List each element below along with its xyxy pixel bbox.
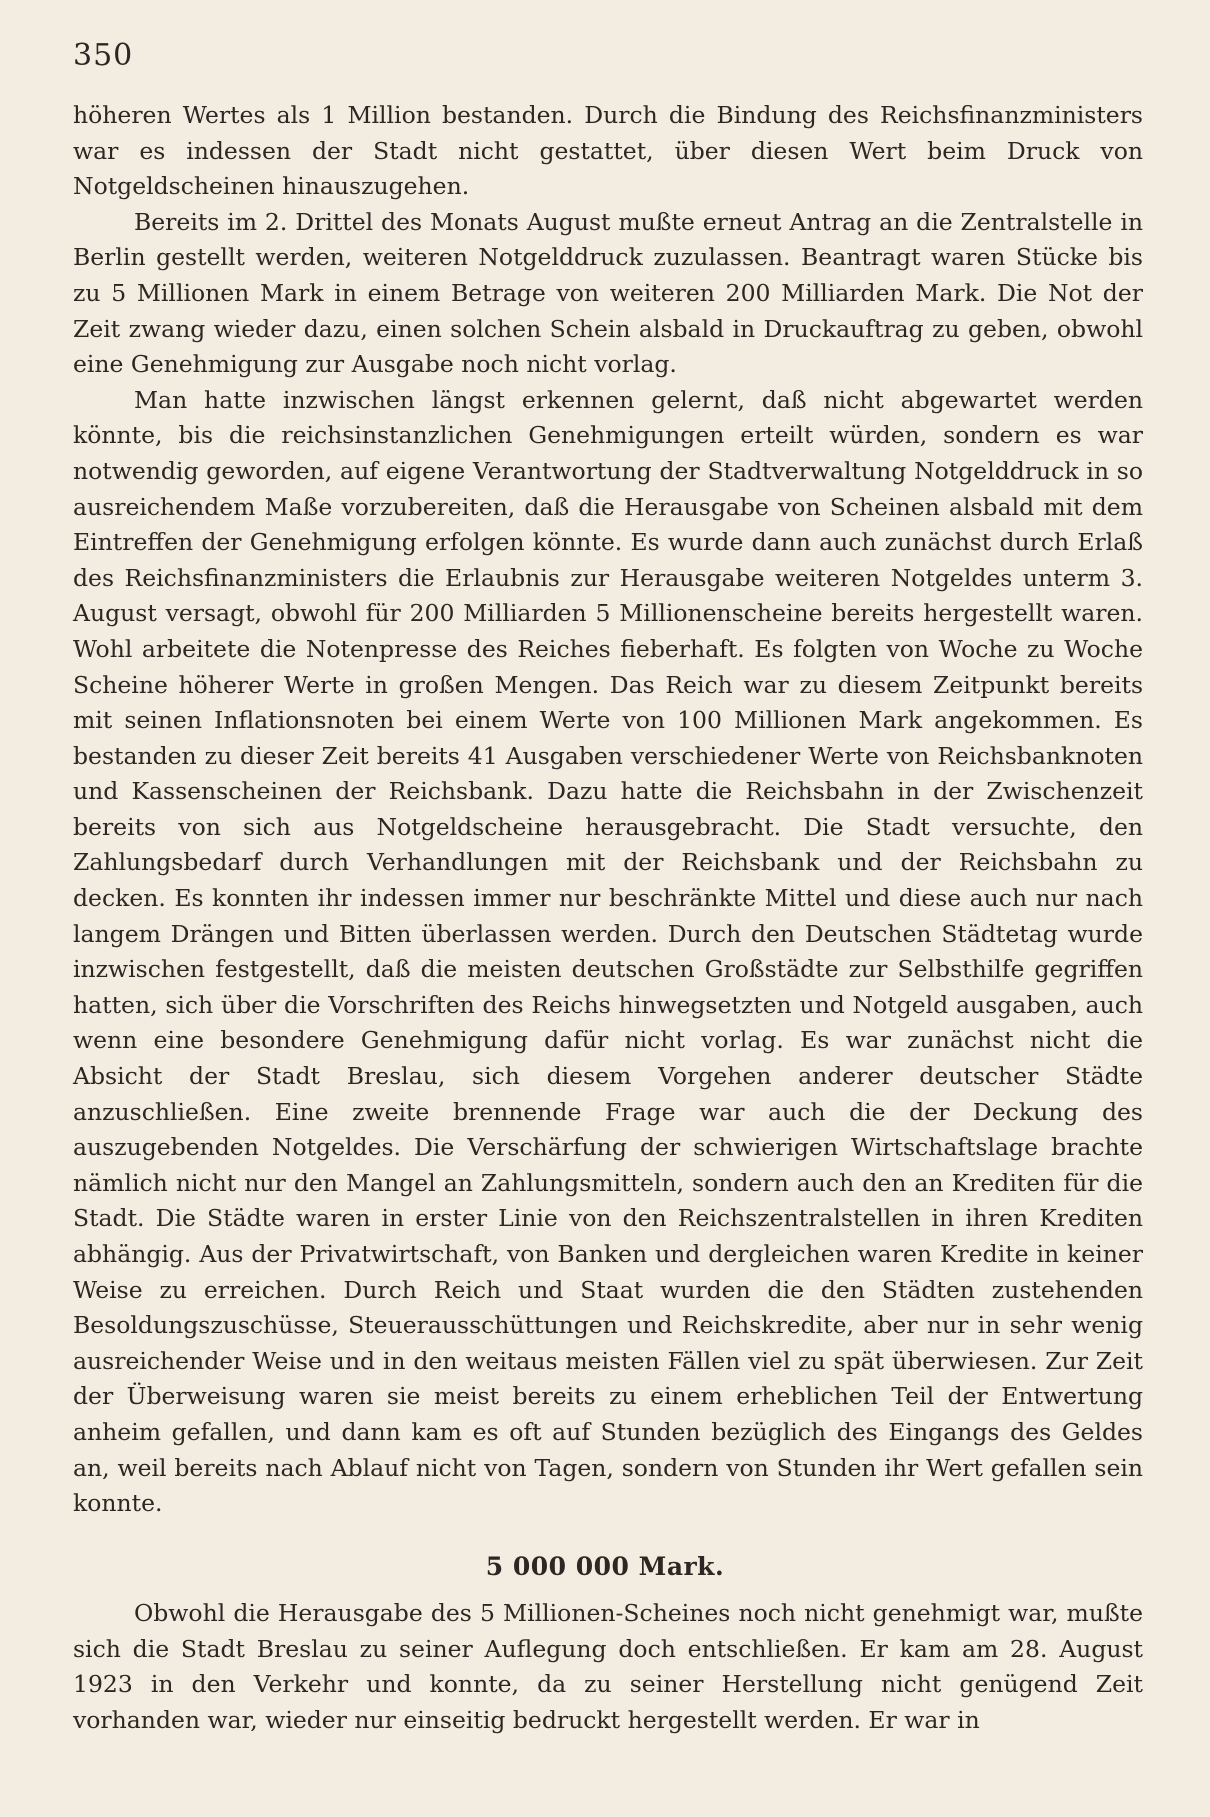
body-text-bottom: [73, 1596, 1143, 1738]
paragraph: Man hatte inzwischen längst erkennen gelernt, daß nicht abgewartet werden könnte, bis die reichsinstanzlichen Genehmigungen erteilt würden, sondern es war notwendig geworden, auf eigene Verantwortung der Stadtverwaltung Notgelddruck in so ausreichendem Maße vorzubereiten, daß die Herausgabe von Scheinen alsbald mit dem Eintreffen der Genehmigung erfolgen könnte. Es wurde dann auch zunächst durch Erlaß des Reichsfinanzministers die Erlaubnis zur Herausgabe weiteren Notgeldes unterm 3. August versagt, obwohl für 200 Milliarden 5 Millionenscheine bereits hergestellt waren. Wohl arbeitete die Notenpresse des Reiches fieberhaft. Es folgten von Woche zu Woche Scheine höherer Werte in großen Mengen. Das Reich war zu diesem Zeitpunkt bereits mit seinen Inflationsnoten bei einem Werte von 100 Millionen Mark angekommen. Es bestanden zu dieser Zeit bereits 41 Ausgaben verschiedener Werte von Reichsbanknoten und Kassenscheinen der Reichsbank. Dazu hatte die Reichsbahn in der Zwischenzeit bereits von sich aus Notgeldscheine herausgebracht. Die Stadt versuchte, den Zahlungsbedarf durch Verhandlungen mit der Reichsbank und der Reichsbahn zu decken. Es konnten ihr indessen immer nur beschränkte Mittel und diese auch nur nach langem Drängen und Bitten überlassen werden. Durch den Deutschen Städtetag wurde inzwischen festgestellt, daß die meisten deutschen Großstädte zur Selbsthilfe gegriffen hatten, sich über die Vorschriften des Reichs hinwegsetzten und Notgeld ausgaben, auch wenn eine besondere Genehmigung dafür nicht vorlag. Es war zunächst nicht die Absicht der Stadt Breslau, sich diesem Vorgehen anderer deutscher Städte anzuschließen. Eine zweite brennende Frage war auch die der Deckung des auszugebenden Notgeldes. Die Verschärfung der schwierigen Wirtschaftslage brachte nämlich nicht nur den Mangel an Zahlungsmitteln, sondern auch den an Krediten für die Stadt. Die Städte waren in erster Linie von den Reichszentralstellen in ihren Krediten abhängig. Aus der Privatwirtschaft, von Banken und dergleichen waren Kredite in keiner Weise zu erreichen. Durch Reich und Staat wurden die den Städten zustehenden Besoldungszuschüsse, Steuerausschüttungen und Reichskredite, aber nur in sehr wenig ausreichender Weise und in den weitaus meisten Fällen viel zu spät überwiesen. Zur Zeit der Überweisung waren sie meist bereits zu einem erheblichen Teil der Entwertung anheim gefallen, und dann kam es oft auf Stunden bezüglich des Eingangs des Geldes an, weil bereits nach Ablauf nicht von Tagen, sondern von Stunden ihr Wert gefallen sein konnte.: [73, 385, 1143, 1518]
page-number: 350: [73, 38, 134, 73]
paragraph: Obwohl die Herausgabe des 5 Millionen-Scheines noch nicht genehmigt war, mußte sich die Stadt Breslau zu seiner Auflegung doch entschließen. Er kam am 28. August 1923 in den Verkehr und konnte, da zu seiner Herstellung nicht genügend Zeit vorhanden war, wieder nur einseitig bedruckt hergestellt werden. Er war in: [73, 1599, 1143, 1734]
body-text-top: [73, 98, 1143, 1522]
paragraph-continuation: höheren Wertes als 1 Million bestanden. Durch die Bindung des Reichsfinanzministers war es indessen der Stadt nicht gestattet, über diesen Wert beim Druck von Notgeldscheinen hinauszugehen.: [73, 101, 1143, 201]
section-heading: 5 000 000 Mark.: [485, 1552, 725, 1581]
paragraph: Bereits im 2. Drittel des Monats August mußte erneut Antrag an die Zentralstelle in Berlin gestellt werden, weiteren Notgelddruck zuzulassen. Beantragt waren Stücke bis zu 5 Millionen Mark in einem Betrage von weiteren 200 Milliarden Mark. Die Not der Zeit zwang wieder dazu, einen solchen Schein alsbald in Druckauftrag zu geben, obwohl eine Genehmigung zur Ausgabe noch nicht vorlag.: [73, 207, 1143, 379]
